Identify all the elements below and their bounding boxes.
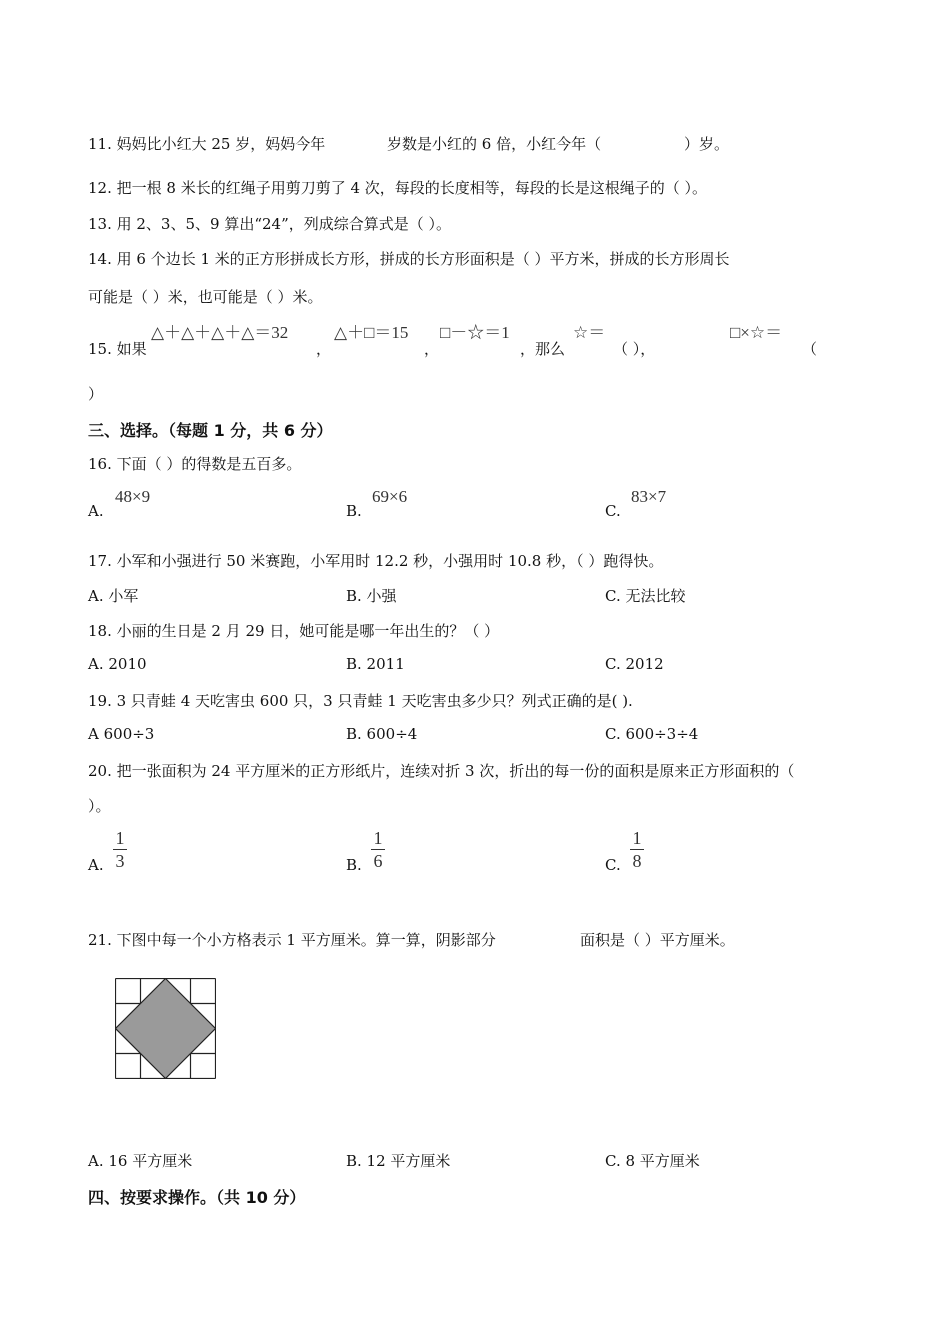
q15-blank-2-open: （ xyxy=(802,340,818,358)
question-14-line2: 可能是（ ）米，也可能是（ ）米。 xyxy=(88,288,323,306)
question-14-line1: 14. 用 6 个边长 1 米的正方形拼成长方形，拼成的长方形面积是（ ）平方米，拼成的长方形周长 xyxy=(88,250,730,268)
q18-option-c: C. 2012 xyxy=(605,655,664,673)
q15-equation-1: △＋△＋△＋△＝32 xyxy=(151,323,289,342)
q15-then: ，那么 xyxy=(520,340,566,358)
q17-option-a: A. 小军 xyxy=(88,587,139,605)
q20-option-a-letter: A. xyxy=(88,856,104,874)
q11-text-c: ）岁。 xyxy=(684,135,730,153)
q15-equation-3: □－☆＝1 xyxy=(440,323,510,342)
q16-option-c-expr: 83×7 xyxy=(631,487,667,506)
fraction-bar xyxy=(371,849,385,850)
q16-option-b-letter: B. xyxy=(346,502,362,520)
question-19: 19. 3 只青蛙 4 天吃害虫 600 只，3 只青蛙 1 天吃害虫多少只？列式正确的是( ). xyxy=(88,692,633,710)
question-17: 17. 小军和小强进行 50 米赛跑，小军用时 12.2 秒，小强用时 10.8 秒，（ ）跑得快。 xyxy=(88,552,664,570)
q15-equation-2: △＋□＝15 xyxy=(334,323,409,342)
q19-option-a: A 600÷3 xyxy=(88,725,155,743)
fraction-bar xyxy=(630,849,644,850)
q20-option-b-letter: B. xyxy=(346,856,362,874)
q11-text-a: 11. 妈妈比小红大 25 岁，妈妈今年 xyxy=(88,135,326,153)
grid-figure xyxy=(115,978,216,1079)
q20-option-b-numerator: 1 xyxy=(373,828,383,848)
q16-option-c-letter: C. xyxy=(605,502,621,520)
q19-option-b: B. 600÷4 xyxy=(346,725,418,743)
shaded-square xyxy=(116,979,216,1079)
q20-option-a-fraction xyxy=(113,828,127,871)
q15-comma-1: ， xyxy=(316,340,332,358)
q18-option-a: A. 2010 xyxy=(88,655,147,673)
q17-option-b: B. 小强 xyxy=(346,587,397,605)
q16-option-b-expr: 69×6 xyxy=(372,487,408,506)
q16-option-a-letter: A. xyxy=(88,502,104,520)
question-18: 18. 小丽的生日是 2 月 29 日，她可能是哪一年出生的？（ ） xyxy=(88,622,500,640)
question-13: 13. 用 2、3、5、9 算出“24”，列成综合算式是（ ）。 xyxy=(88,215,452,233)
question-20-line2: ）。 xyxy=(88,797,111,815)
q15-comma-2: ， xyxy=(424,340,440,358)
q15-equation-4: ☆＝ xyxy=(573,323,606,342)
q21-option-c: C. 8 平方厘米 xyxy=(605,1152,700,1170)
q20-option-a-denominator: 3 xyxy=(115,851,125,871)
section-4-title: 四、按要求操作。（共 10 分） xyxy=(88,1188,306,1207)
q16-option-a-expr: 48×9 xyxy=(115,487,151,506)
q20-option-b-denominator: 6 xyxy=(373,851,383,871)
question-16: 16. 下面（ ）的得数是五百多。 xyxy=(88,455,302,473)
question-20-line1: 20. 把一张面积为 24 平方厘米的正方形纸片，连续对折 3 次，折出的每一份的面积是原来正方形面积的（ xyxy=(88,762,795,780)
q17-option-c: C. 无法比较 xyxy=(605,587,686,605)
q15-blank-1: （ ）， xyxy=(613,340,656,358)
question-21-part-a: 21. 下图中每一个小方格表示 1 平方厘米。算一算，阴影部分 xyxy=(88,931,496,949)
q15-label: 15. 如果 xyxy=(88,340,147,358)
q21-option-b: B. 12 平方厘米 xyxy=(346,1152,451,1170)
q20-option-c-numerator: 1 xyxy=(632,828,642,848)
q20-option-c-letter: C. xyxy=(605,856,621,874)
q20-option-a-numerator: 1 xyxy=(115,828,125,848)
q11-text-b: 岁数是小红的 6 倍，小红今年（ xyxy=(387,135,602,153)
q15-blank-2-close: ） xyxy=(88,385,104,403)
question-11 xyxy=(88,133,325,154)
q20-option-c-denominator: 8 xyxy=(632,851,642,871)
q21-option-a: A. 16 平方厘米 xyxy=(88,1152,193,1170)
question-12: 12. 把一根 8 米长的红绳子用剪刀剪了 4 次，每段的长度相等，每段的长是这根绳子的（ ）。 xyxy=(88,179,708,197)
q20-option-b-fraction xyxy=(371,828,385,871)
question-21-part-b: 面积是（ ）平方厘米。 xyxy=(580,931,735,949)
fraction-bar xyxy=(113,849,127,850)
q20-option-c-fraction xyxy=(630,828,644,871)
section-3-title: 三、选择。（每题 1 分，共 6 分） xyxy=(88,421,333,440)
q15-equation-5: □×☆＝ xyxy=(730,323,783,342)
q18-option-b: B. 2011 xyxy=(346,655,405,673)
q19-option-c: C. 600÷3÷4 xyxy=(605,725,699,743)
